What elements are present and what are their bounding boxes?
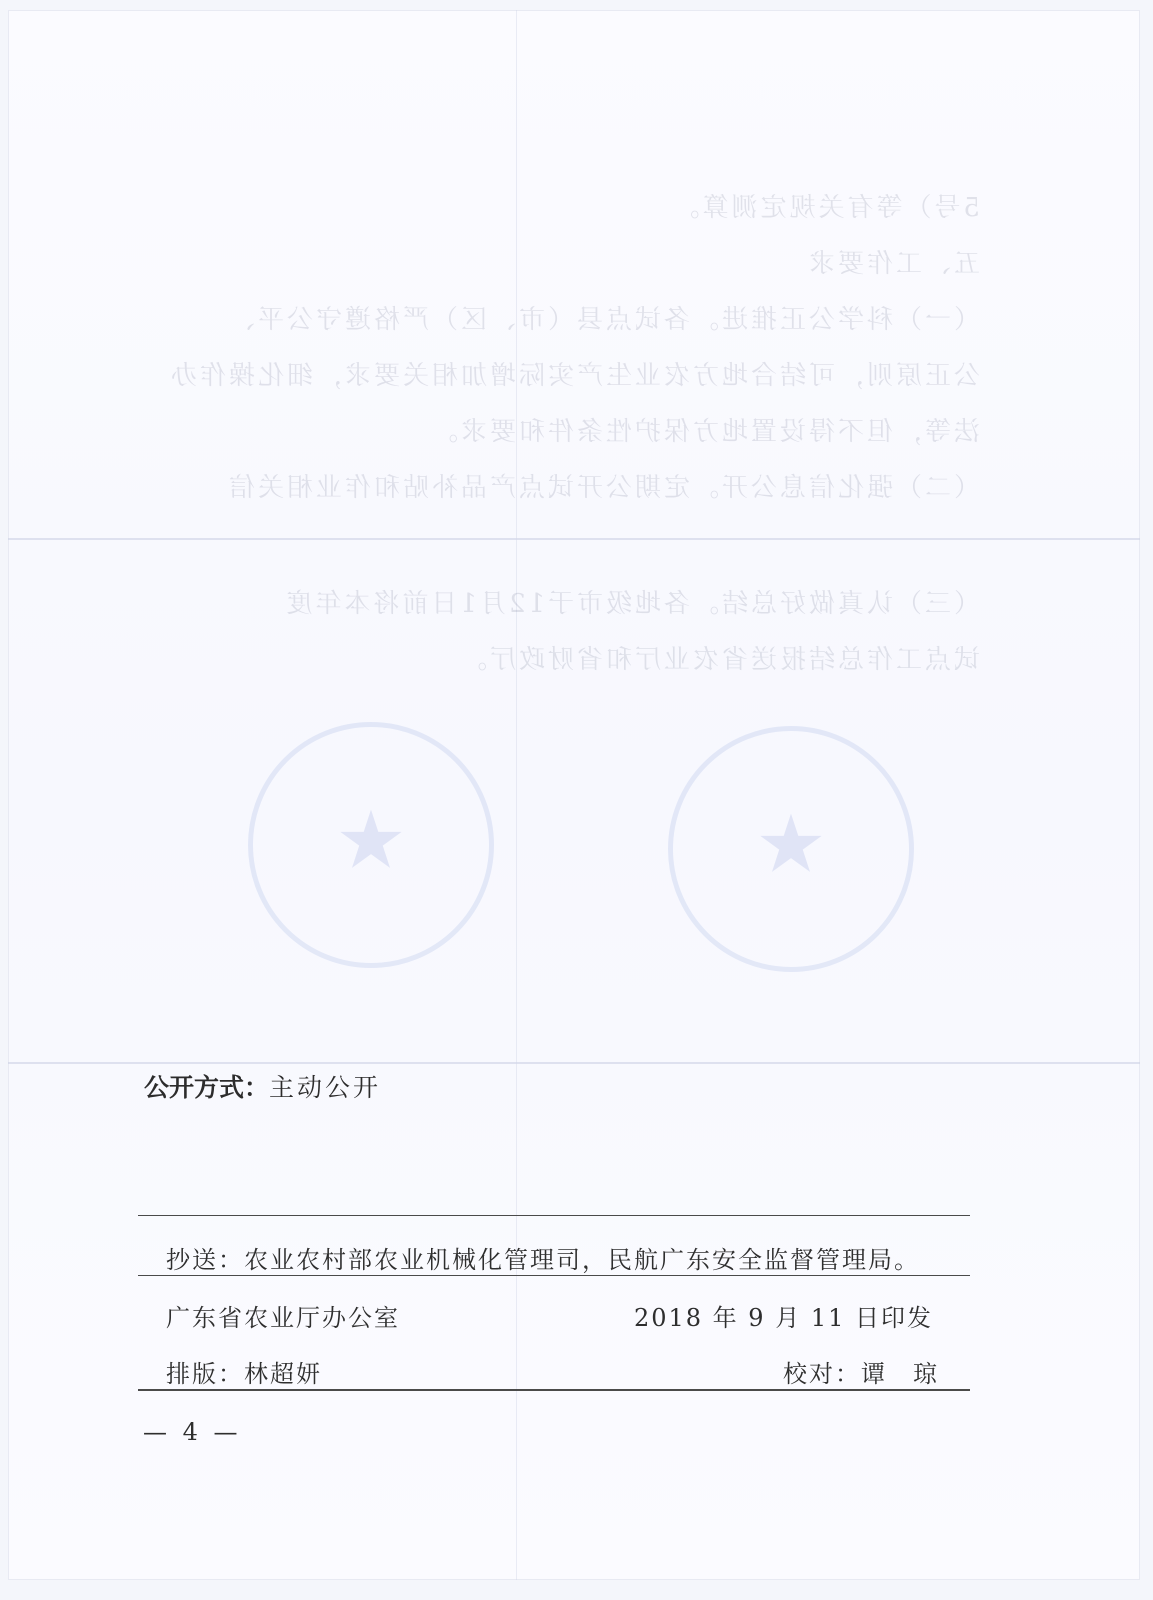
bleed-line: 5号）等有关规定测算。 xyxy=(670,193,980,223)
bleed-through-text xyxy=(150,180,980,688)
publicity-label: 公开方式： xyxy=(144,1073,270,1102)
page-number: — 4 — xyxy=(143,1418,242,1446)
issue-date: 2018 年 9 月 11 日印发 xyxy=(633,1304,933,1332)
bleed-line: 五、工作要求 xyxy=(805,249,980,279)
publicity-value: 主动公开 xyxy=(269,1073,382,1102)
publicity-method xyxy=(144,1068,381,1104)
bleed-line: 公正原则，可结合地方农业生产实际增加相关要求，细化操作办 xyxy=(167,361,980,391)
bleed-line: （二）强化信息公开。定期公开试点产品补贴和作业相关信 xyxy=(225,473,980,503)
paper-fold-line xyxy=(8,1062,1140,1064)
bleed-line: 试点工作总结报送省农业厅和省财政厅。 xyxy=(457,645,980,675)
star-icon: ★ xyxy=(335,793,407,887)
proofreader: 校对：谭 琼 xyxy=(783,1360,939,1388)
official-seal-bleed xyxy=(248,722,494,968)
typesetter: 排版：林超妍 xyxy=(166,1360,322,1388)
cc-recipients: 抄送：农业农村部农业机械化管理司，民航广东安全监督管理局。 xyxy=(166,1246,920,1274)
bleed-line: （一）科学公正推进。各试点县（市、区）严格遵守公平、 xyxy=(225,305,980,335)
official-seal-bleed xyxy=(668,726,914,972)
divider-rule xyxy=(138,1275,970,1276)
issuing-office: 广东省农业厅办公室 xyxy=(166,1304,400,1332)
star-icon: ★ xyxy=(755,797,827,891)
bleed-line: 法等，但不得设置地方保护性条件和要求。 xyxy=(428,417,980,447)
bleed-line: （三）认真做好总结。各地级市于12月1日前将本年度 xyxy=(283,589,980,619)
divider-rule xyxy=(138,1215,970,1216)
divider-rule xyxy=(138,1389,970,1391)
